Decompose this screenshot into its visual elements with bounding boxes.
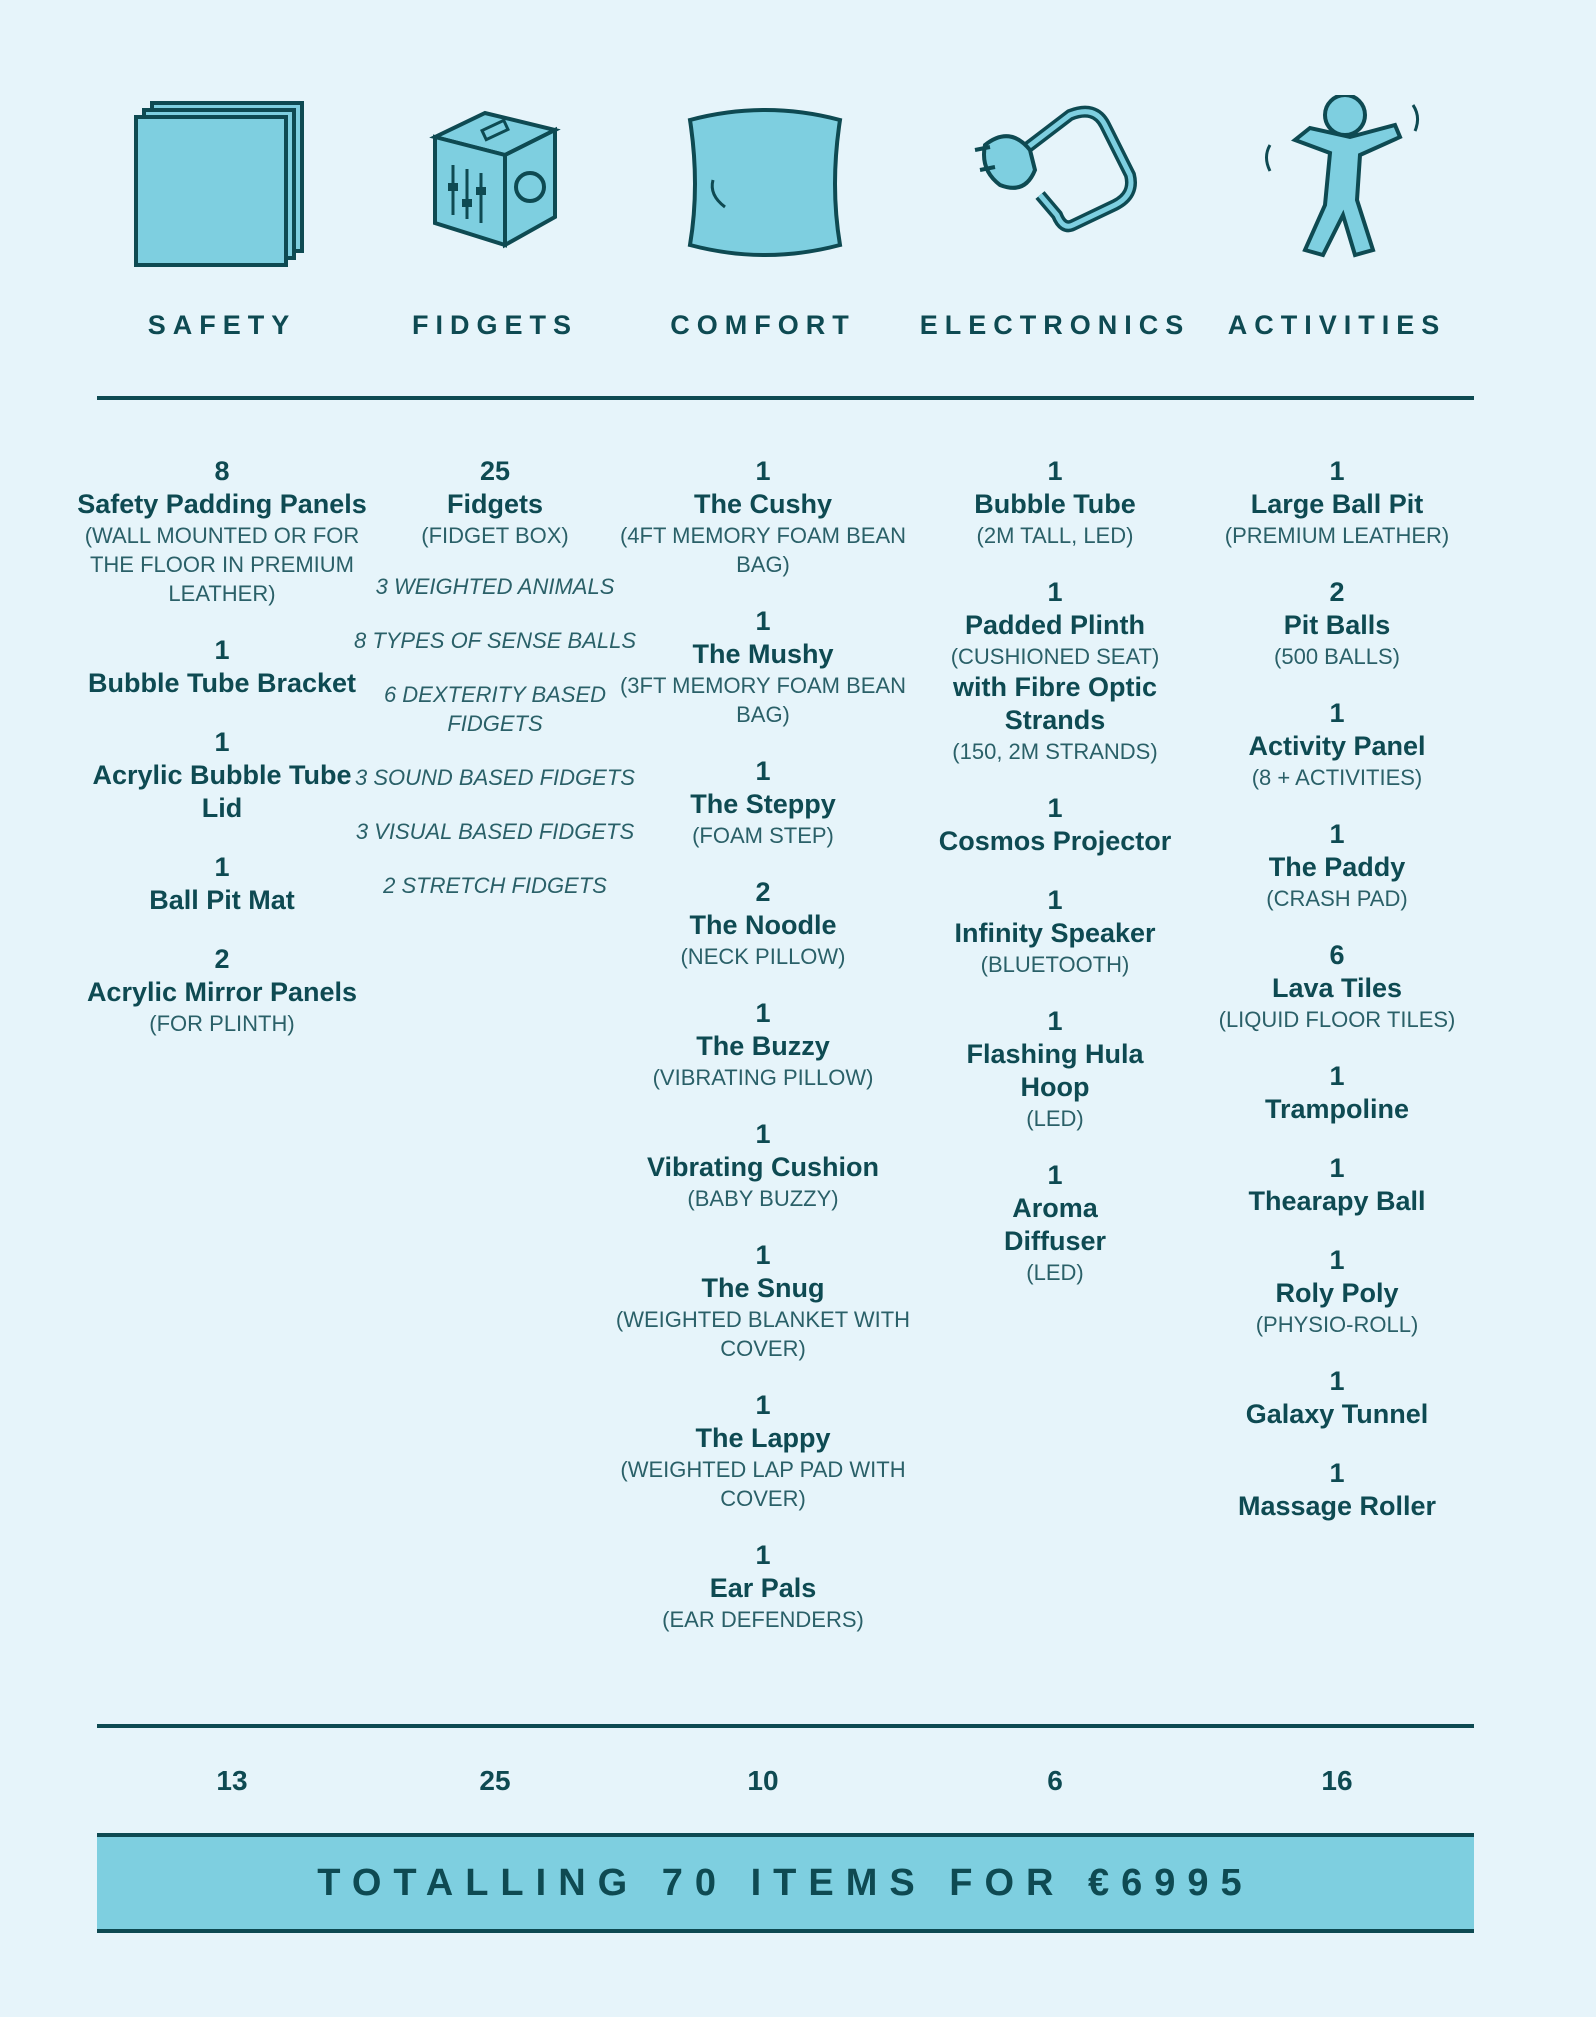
header-comfort: COMFORT bbox=[670, 310, 856, 340]
list-item bbox=[1187, 818, 1487, 913]
item-sub: (3FT MEMORY FOAM BEAN BAG) bbox=[619, 673, 907, 727]
item-sub: (WALL MOUNTED OR FOR THE FLOOR IN PREMIUM LEATHER) bbox=[84, 523, 360, 606]
column-fidgets bbox=[345, 455, 645, 925]
list-item bbox=[1187, 1244, 1487, 1339]
list-item bbox=[72, 851, 372, 917]
item-sub: (PHYSIO-ROLL) bbox=[1255, 1312, 1419, 1337]
list-item bbox=[905, 576, 1205, 766]
list-item bbox=[1187, 1457, 1487, 1523]
list-item bbox=[1187, 455, 1487, 550]
item-qty: 1 bbox=[1329, 819, 1345, 849]
item-sub: (4FT MEMORY FOAM BEAN BAG) bbox=[619, 523, 907, 577]
item-name: The Steppy bbox=[690, 789, 836, 819]
item-name: Massage Roller bbox=[1237, 1491, 1437, 1521]
list-item bbox=[1187, 939, 1487, 1034]
header-electronics: ELECTRONICS bbox=[919, 310, 1191, 340]
item-sub: (FOR PLINTH) bbox=[149, 1011, 295, 1036]
fidget-content: 3 SOUND BASED FIDGETS bbox=[355, 765, 635, 790]
list-item bbox=[613, 997, 913, 1092]
item-name: Ball Pit Mat bbox=[149, 885, 295, 915]
item-qty: 1 bbox=[1329, 456, 1345, 486]
item-sub: (LED) bbox=[1026, 1106, 1084, 1131]
list-item bbox=[613, 876, 913, 971]
category-icons bbox=[0, 95, 1596, 275]
item-sub: (WEIGHTED BLANKET WITH COVER) bbox=[615, 1307, 911, 1361]
header-safety: SAFETY bbox=[147, 310, 297, 340]
item-qty: 1 bbox=[1329, 1458, 1345, 1488]
fidget-content: 2 STRETCH FIDGETS bbox=[383, 873, 607, 898]
pillow-icon bbox=[665, 95, 865, 275]
item-qty: 1 bbox=[755, 606, 771, 636]
total-comfort: 10 bbox=[747, 1765, 779, 1796]
item-name: The Snug bbox=[701, 1273, 825, 1303]
divider-bottom bbox=[97, 1724, 1474, 1728]
header-activities: ACTIVITIES bbox=[1227, 310, 1447, 340]
item-sub: (LIQUID FLOOR TILES) bbox=[1218, 1007, 1456, 1032]
total-fidgets: 25 bbox=[479, 1765, 511, 1796]
item-name: Flashing Hula Hoop bbox=[966, 1039, 1144, 1102]
fidget-content: 3 VISUAL BASED FIDGETS bbox=[355, 819, 635, 844]
item-name: Activity Panel bbox=[1248, 731, 1426, 761]
item-qty: 1 bbox=[1047, 1160, 1063, 1190]
total-electronics: 6 bbox=[1047, 1765, 1063, 1796]
item-qty: 1 bbox=[1047, 577, 1063, 607]
fidget-content: 3 WEIGHTED ANIMALS bbox=[375, 574, 615, 599]
item-name: Padded Plinth bbox=[964, 610, 1145, 640]
item-name: Safety Padding Panels bbox=[77, 489, 367, 519]
item-qty: 1 bbox=[214, 727, 230, 757]
item-name: Roly Poly bbox=[1275, 1278, 1399, 1308]
item-name: Bubble Tube Bracket bbox=[87, 668, 357, 698]
dancing-person-icon bbox=[1235, 95, 1435, 275]
item-sub: (500 BALLS) bbox=[1274, 644, 1400, 669]
item-qty: 1 bbox=[755, 1119, 771, 1149]
item-name: Acrylic Mirror Panels bbox=[86, 977, 358, 1007]
item-qty: 1 bbox=[755, 998, 771, 1028]
list-item bbox=[613, 755, 913, 850]
column-activities bbox=[1187, 455, 1487, 1549]
item-sub: (VIBRATING PILLOW) bbox=[652, 1065, 874, 1090]
list-item bbox=[905, 1159, 1205, 1287]
item-qty: 1 bbox=[1047, 456, 1063, 486]
total-activities: 16 bbox=[1321, 1765, 1353, 1796]
category-headers bbox=[0, 310, 1596, 350]
list-item bbox=[613, 1118, 913, 1213]
item-qty: 1 bbox=[755, 1240, 771, 1270]
header-fidgets: FIDGETS bbox=[411, 310, 578, 340]
divider-top bbox=[97, 396, 1474, 400]
item-name: The Noodle bbox=[689, 910, 837, 940]
list-item bbox=[905, 1005, 1205, 1133]
item-name: Galaxy Tunnel bbox=[1245, 1399, 1429, 1429]
item-qty: 1 bbox=[1329, 1153, 1345, 1183]
item-sub: (BLUETOOTH) bbox=[980, 952, 1130, 977]
list-item bbox=[905, 792, 1205, 858]
item-sub: (EAR DEFENDERS) bbox=[662, 1607, 864, 1632]
item-name: Bubble Tube bbox=[974, 489, 1136, 519]
item-name: Large Ball Pit bbox=[1250, 489, 1424, 519]
item-name-extra: with Fibre Optic Strands bbox=[952, 672, 1157, 735]
item-qty: 2 bbox=[755, 877, 771, 907]
item-sub: (CUSHIONED SEAT) bbox=[950, 644, 1160, 669]
item-sub: (PREMIUM LEATHER) bbox=[1224, 523, 1450, 548]
item-qty: 1 bbox=[1047, 793, 1063, 823]
list-item bbox=[613, 605, 913, 729]
item-name: Pit Balls bbox=[1283, 610, 1391, 640]
list-item bbox=[613, 1389, 913, 1513]
total-safety: 13 bbox=[216, 1765, 248, 1796]
column-safety bbox=[72, 455, 372, 1064]
item-sub: (CRASH PAD) bbox=[1266, 886, 1408, 911]
item-sub: (FOAM STEP) bbox=[692, 823, 834, 848]
item-qty: 1 bbox=[755, 456, 771, 486]
item-sub: (FIDGET BOX) bbox=[421, 523, 569, 548]
item-name: The Lappy bbox=[695, 1423, 831, 1453]
item-qty: 1 bbox=[755, 1540, 771, 1570]
item-sub-extra: (150, 2M STRANDS) bbox=[952, 739, 1158, 764]
list-item bbox=[1187, 576, 1487, 671]
item-name: Infinity Speaker bbox=[954, 918, 1156, 948]
fidget-content: 6 DEXTERITY BASED FIDGETS bbox=[383, 682, 607, 736]
column-comfort bbox=[613, 455, 913, 1660]
item-qty: 2 bbox=[214, 944, 230, 974]
item-qty: 1 bbox=[1329, 1245, 1345, 1275]
item-name: Trampoline bbox=[1264, 1094, 1410, 1124]
item-name: Acrylic Bubble Tube Lid bbox=[92, 760, 352, 823]
item-sub: (LED) bbox=[1026, 1260, 1084, 1285]
item-name: Cosmos Projector bbox=[938, 826, 1172, 856]
item-name: Vibrating Cushion bbox=[646, 1152, 879, 1182]
list-item bbox=[905, 884, 1205, 979]
item-qty: 1 bbox=[214, 635, 230, 665]
item-name: Ear Pals bbox=[709, 1573, 817, 1603]
fidget-cube-icon bbox=[395, 95, 595, 275]
item-qty: 1 bbox=[755, 1390, 771, 1420]
item-name: Fidgets bbox=[446, 489, 543, 519]
item-sub: (NECK PILLOW) bbox=[680, 944, 846, 969]
item-name: Aroma Diffuser bbox=[1003, 1193, 1106, 1256]
list-item bbox=[72, 726, 372, 825]
list-item bbox=[613, 1239, 913, 1363]
item-name: The Buzzy bbox=[696, 1031, 830, 1061]
item-qty: 1 bbox=[755, 756, 771, 786]
list-item bbox=[72, 634, 372, 700]
list-item bbox=[345, 455, 645, 550]
item-name: The Cushy bbox=[693, 489, 833, 519]
total-banner: TOTALLING 70 ITEMS FOR €6995 bbox=[97, 1833, 1474, 1933]
list-item bbox=[613, 1539, 913, 1634]
item-name: Lava Tiles bbox=[1271, 973, 1403, 1003]
item-qty: 1 bbox=[1329, 1061, 1345, 1091]
item-name: The Paddy bbox=[1268, 852, 1406, 882]
fidget-content: 8 TYPES OF SENSE BALLS bbox=[353, 628, 637, 653]
list-item bbox=[905, 455, 1205, 550]
item-qty: 2 bbox=[1329, 577, 1345, 607]
item-sub: (BABY BUZZY) bbox=[687, 1186, 839, 1211]
item-sub: (2M TALL, LED) bbox=[976, 523, 1134, 548]
list-item bbox=[1187, 1152, 1487, 1218]
item-qty: 1 bbox=[1047, 885, 1063, 915]
list-item bbox=[1187, 697, 1487, 792]
item-qty: 8 bbox=[214, 456, 230, 486]
item-name: The Mushy bbox=[692, 639, 834, 669]
item-qty: 1 bbox=[1329, 1366, 1345, 1396]
list-item bbox=[72, 455, 372, 608]
item-qty: 6 bbox=[1329, 940, 1345, 970]
item-sub: (8 + ACTIVITIES) bbox=[1251, 765, 1423, 790]
plug-icon bbox=[955, 95, 1155, 275]
list-item bbox=[72, 943, 372, 1038]
list-item bbox=[1187, 1365, 1487, 1431]
item-sub: (WEIGHTED LAP PAD WITH COVER) bbox=[620, 1457, 906, 1511]
panels-icon bbox=[122, 95, 322, 275]
column-electronics bbox=[905, 455, 1205, 1313]
list-item bbox=[1187, 1060, 1487, 1126]
item-qty: 25 bbox=[479, 456, 511, 486]
item-name: Thearapy Ball bbox=[1248, 1186, 1426, 1216]
item-qty: 1 bbox=[214, 852, 230, 882]
list-item bbox=[613, 455, 913, 579]
item-qty: 1 bbox=[1047, 1006, 1063, 1036]
item-qty: 1 bbox=[1329, 698, 1345, 728]
